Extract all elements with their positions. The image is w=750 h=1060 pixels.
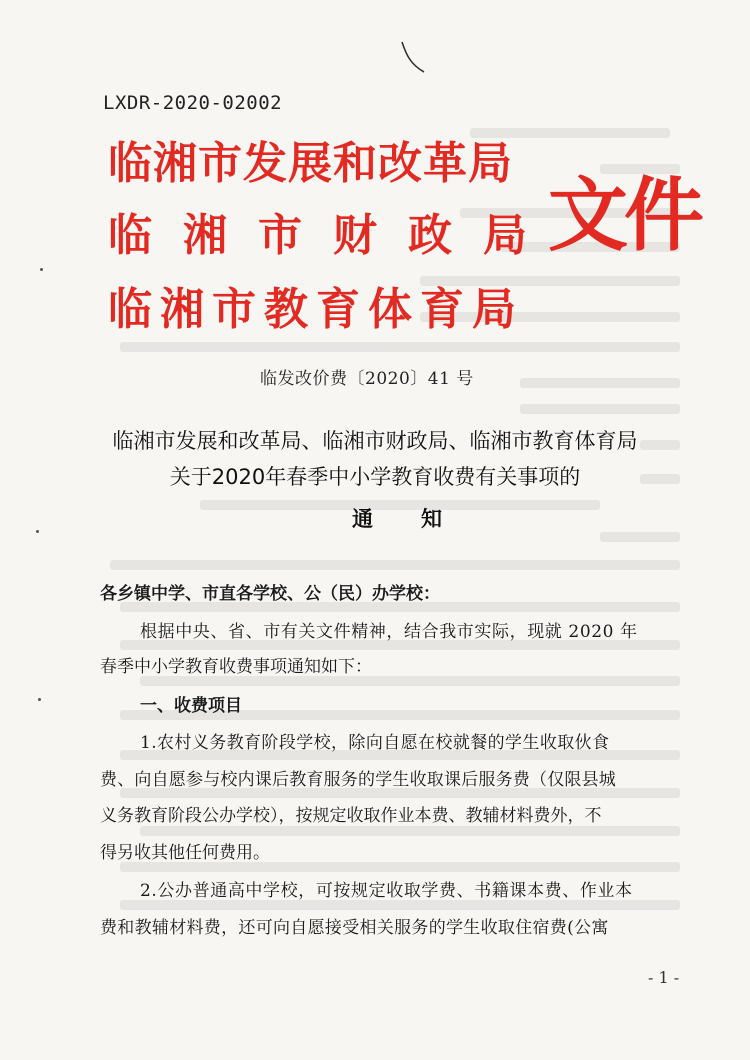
addressee: 各乡镇中学、市直各学校、公（民）办学校： — [100, 584, 440, 604]
document-type-label: 文件 — [548, 169, 700, 262]
paragraph-line: 春季中小学教育收费事项通知如下： — [100, 657, 372, 677]
notice-title-line-3: 通知 — [352, 507, 490, 531]
document-code: LXDR-2020-02002 — [103, 92, 283, 114]
issuer-finance-bureau — [108, 210, 558, 261]
issuer-char: 市 — [258, 210, 302, 261]
document-number: 临发改价费〔2020〕41 号 — [260, 369, 474, 389]
issuer-char: 局 — [483, 210, 527, 261]
issuer-char: 临 — [108, 210, 152, 261]
paragraph-line: 得另收其他任何费用。 — [100, 843, 270, 863]
issuer-char: 湘 — [183, 210, 227, 261]
issuer-education-sports-bureau: 临湘市教育体育局 — [108, 284, 524, 335]
notice-title-line-1: 临湘市发展和改革局、临湘市财政局、临湘市教育体育局 — [112, 429, 638, 453]
paragraph-line: 费、向自愿参与校内课后教育服务的学生收取课后服务费（仅限县城 — [100, 770, 616, 790]
paragraph-line: 2.公办普通高中学校，可按规定收取学费、书籍课本费、作业本 — [140, 881, 633, 901]
paragraph-line: 1.农村义务教育阶段学校，除向自愿在校就餐的学生收取伙食 — [140, 733, 610, 753]
notice-title-line-2: 关于2020年春季中小学教育收费有关事项的 — [169, 465, 581, 489]
issuer-char: 政 — [408, 210, 452, 261]
paragraph-line: 费和教辅材料费，还可向自愿接受相关服务的学生收取住宿费(公寓 — [100, 918, 609, 938]
page-number: - 1 - — [648, 968, 680, 987]
paragraph-line: 义务教育阶段公办学校），按规定收取作业本费、教辅材料费外，不 — [100, 806, 602, 826]
section-heading: 一、收费项目 — [140, 696, 242, 716]
paragraph-line: 根据中央、省、市有关文件精神，结合我市实际，现就 2020 年 — [140, 622, 638, 642]
issuer-development-reform-bureau: 临湘市发展和改革局 — [108, 138, 513, 189]
issuer-char: 财 — [333, 210, 377, 261]
